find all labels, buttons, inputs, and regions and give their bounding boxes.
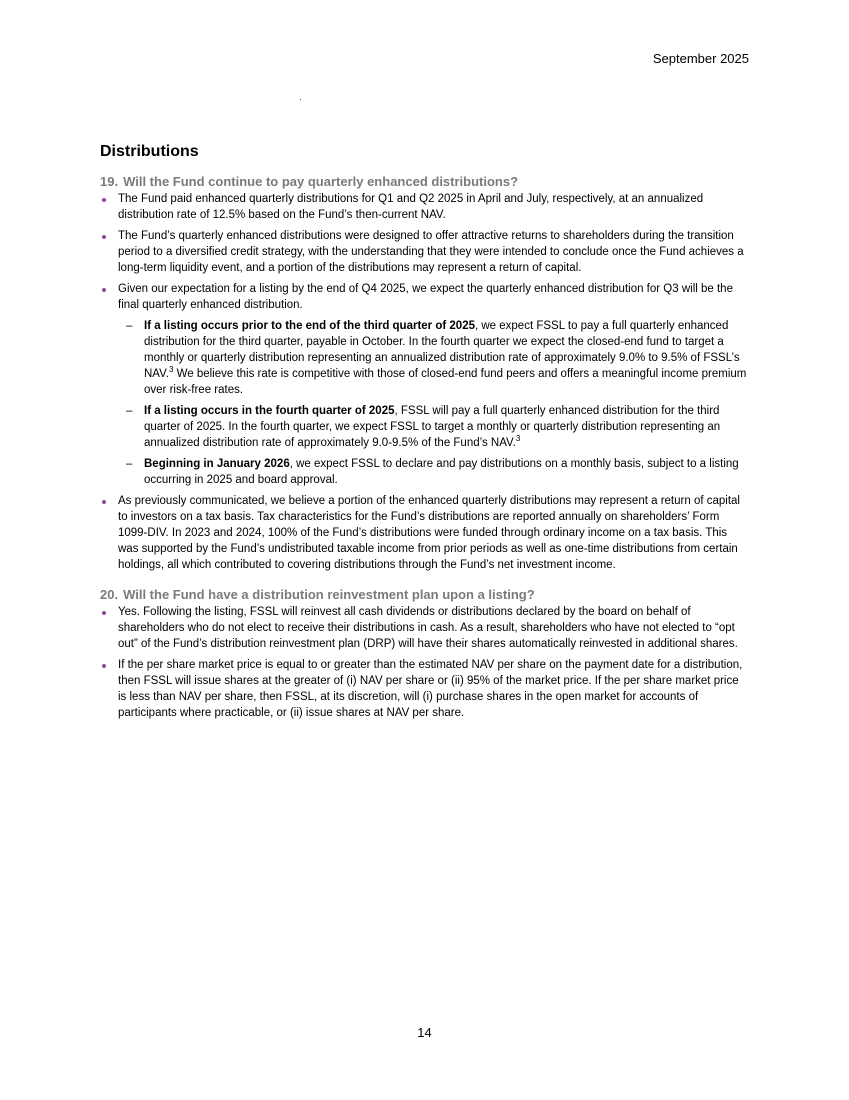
sub-list-item [118, 318, 750, 398]
section-title: Distributions [100, 143, 199, 160]
list-item: The Fund’s quarterly enhanced distributions were designed to offer attractive returns to shareholders during the transition period to a diversified credit strategy, with the understanding that they were intended to conclude once the Fund achieves a long-term liquidity event, and a portion of the distributions may represent a return of capital. [100, 228, 750, 276]
sub-item-text: We believe this rate is competitive with those of closed-end fund peers and offers a meaningful income premium over risk-free rates. [144, 368, 747, 396]
list-item: The Fund paid enhanced quarterly distributions for Q1 and Q2 2025 in April and July, respectively, at an annualized distribution rate of 12.5% based on the Fund’s then-current NAV. [100, 191, 750, 223]
sub-list-item [118, 403, 750, 451]
question-19-answers [100, 191, 750, 573]
question-20-number: 20. [100, 587, 119, 602]
sub-item-lead: If a listing occurs in the fourth quarter of 2025 [144, 405, 395, 417]
main-content [100, 143, 750, 726]
bullet-text: Given our expectation for a listing by the end of Q4 2025, we expect the quarterly enhanced distribution for Q3 will be the final quarterly enhanced distribution. [118, 283, 733, 311]
sub-item-lead: Beginning in January 2026 [144, 458, 290, 470]
stray-dot [300, 99, 301, 100]
footnote-ref: 3 [515, 434, 521, 444]
sub-item-text: , we expect FSSL to declare and pay distributions on a monthly basis, subject to a listing occurring in 2025 and board approval. [144, 458, 739, 486]
footnote-ref: 3 [168, 365, 174, 375]
page-date: September 2025 [652, 51, 749, 66]
question-19 [100, 174, 750, 190]
question-20-text: Will the Fund have a distribution reinvestment plan upon a listing? [123, 587, 535, 602]
sub-list-item [118, 456, 750, 488]
question-20-answers [100, 604, 750, 721]
sub-item-lead: If a listing occurs prior to the end of the third quarter of 2025 [144, 320, 475, 332]
sub-item-text: , FSSL will pay a full quarterly enhanced distribution for the third quarter of 2025. In the fourth quarter, we expect FSSL to target a monthly or quarterly distribution representing an annualized distribution rate of approximately 9.0-9.5% of the Fund’s NAV. [144, 405, 721, 449]
list-item: As previously communicated, we believe a portion of the enhanced quarterly distributions may represent a return of capital to investors on a tax basis. Tax characteristics for the Fund’s distributions are reported annually on shareholders’ Form 1099-DIV. In 2023 and 2024, 100% of the Fund’s distributions were funded through ordinary income on a tax basis. This was supported by the Fund’s undistributed taxable income from prior periods as well as one-time distributions from certain holdings, all which contributed to covering distributions through the Fund’s net investment income. [100, 493, 750, 573]
list-item: Yes. Following the listing, FSSL will reinvest all cash dividends or distributions declared by the board on behalf of shareholders who do not elect to receive their distributions in cash. As a result, shareholders who have not elected to “opt out” of the Fund’s distribution reinvestment plan (DRP) will have their shares automatically reinvested in additional shares. [100, 604, 750, 652]
page-number: 14 [417, 1025, 432, 1040]
question-19-text: Will the Fund continue to pay quarterly enhanced distributions? [123, 174, 519, 189]
question-19-number: 19. [100, 174, 119, 189]
question-20 [100, 587, 750, 603]
list-item [100, 281, 750, 488]
sub-list [118, 318, 750, 488]
sub-item-text: , we expect FSSL to pay a full quarterly enhanced distribution for the third quarter, payable in October. In the fourth quarter we expect the closed-end fund to target a monthly or quarterly distribution representing an annualized distribution rate of approximately 9.0% to 9.5% of FSSL’s NAV. [144, 320, 740, 380]
list-item: If the per share market price is equal to or greater than the estimated NAV per share on the payment date for a distribution, then FSSL will issue shares at the greater of (i) NAV per share or (ii) 95% of the market price. If the per share market price is less than NAV per share, then FSSL, at its discretion, will (i) purchase shares in the open market for accounts of participants where practicable, or (ii) issue shares at NAV per share. [100, 657, 750, 721]
